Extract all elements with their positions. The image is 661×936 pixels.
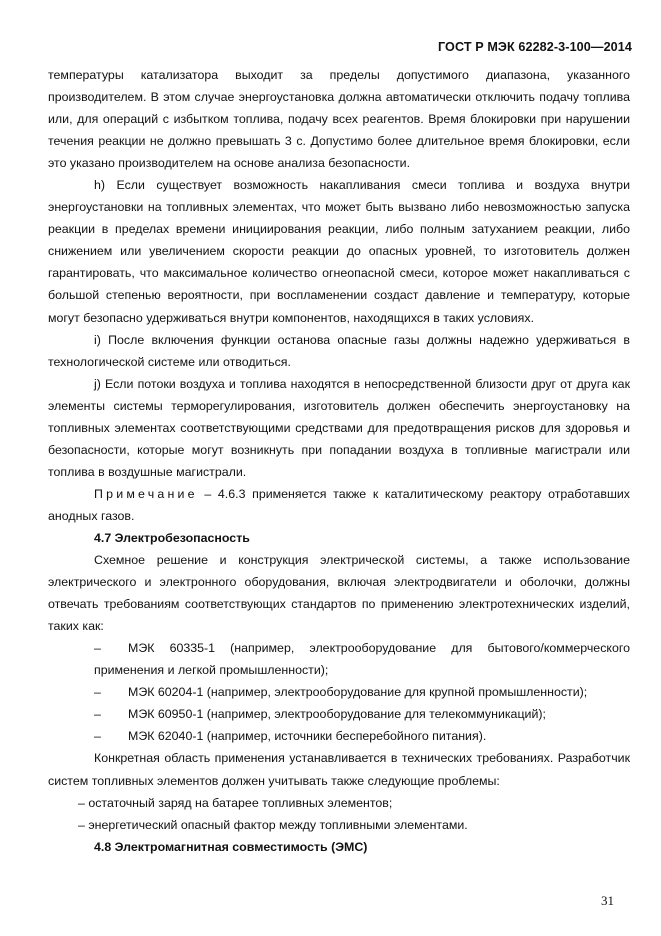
list-item-text: МЭК 60204-1 (например, электрооборудование для крупной промышленности);	[128, 685, 588, 700]
document-header: ГОСТ Р МЭК 62282-3-100—2014	[437, 40, 632, 54]
list-item-text: МЭК 60335-1 (например, электрооборудование для бытового/коммерческого применения и легкой промышленности);	[94, 641, 630, 678]
list-dash: –	[94, 641, 101, 656]
page-body	[48, 64, 630, 858]
bullet-item: – энергетический опасный фактор между топливными элементами.	[78, 817, 468, 832]
note-label: Примечание	[94, 486, 198, 501]
note-text: – 4.6.3 применяется также к каталитическому реактору отработавших анодных газов.	[48, 486, 630, 523]
list-item-text: МЭК 62040-1 (например, источники бесперебойного питания).	[128, 729, 487, 744]
page-number: 31	[601, 893, 614, 908]
section-heading-4-8: 4.8 Электромагнитная совместимость (ЭМС)	[94, 839, 368, 854]
paragraph-item-h: h) Если существует возможность накапливания смеси топлива и воздуха внутри энергоустановки на топливных элементах, что может быть вызвано либо невозможностью запуска реакции в пределах времени инициирования реакции, либо полным затуханием реакции, либо снижением или увеличением скорости реакции до опасных уровней, то изготовитель должен гарантировать, что максимальное количество огнеопасной смеси, которое может накапливаться с большой степенью вероятности, при воспламенении создаст давление и температуру, которые могут безопасно удерживаться внутри компонентов, находящихся в таких условиях.	[48, 178, 630, 325]
paragraph-continued: температуры катализатора выходит за пределы допустимого диапазона, указанного производителем. В этом случае энергоустановка должна автоматически отключить подачу топлива или, для операций с избытком топлива, подачу всех реагентов. Время блокировки при нарушении течения реакции не должно превышать 3 с. Допустимо более длительное время блокировки, если это указано производителем на основе анализа безопасности.	[48, 68, 630, 171]
bullet-item: – остаточный заряд на батарее топливных элементов;	[78, 795, 393, 810]
paragraph-item-j: j) Если потоки воздуха и топлива находятся в непосредственной близости друг от друга как элементы системы терморегулирования, изготовитель должен обеспечить энергоустановку на топливных элементах соответствующими средствами для предотвращения рисков для здоровья и безопасности, которые могут возникнуть при попадании воздуха в топливные магистрали или топлива в воздушные магистрали.	[48, 376, 630, 479]
list-item	[48, 725, 630, 747]
list-item	[48, 681, 630, 703]
paragraph-item-i: i) После включения функции останова опасные газы должны надежно удерживаться в технологической системе или отводиться.	[48, 332, 630, 369]
section-heading-4-7: 4.7 Электробезопасность	[94, 530, 250, 545]
list-dash: –	[94, 729, 101, 744]
paragraph-scope: Конкретная область применения устанавливается в технических требованиях. Разработчик систем топливных элементов должен учитывать также следующие проблемы:	[48, 751, 630, 788]
note	[48, 483, 630, 527]
list-item	[48, 637, 630, 681]
paragraph-electrical-safety: Схемное решение и конструкция электрической системы, а также использование электрического и электронного оборудования, включая электродвигатели и оболочки, должны отвечать требованиям соответствующих стандартов по применению электротехнических изделий, таких как:	[48, 553, 630, 634]
list-dash: –	[94, 707, 101, 722]
list-item	[48, 703, 630, 725]
list-dash: –	[94, 685, 101, 700]
list-item-text: МЭК 60950-1 (например, электрооборудование для телекоммуникаций);	[128, 707, 546, 722]
